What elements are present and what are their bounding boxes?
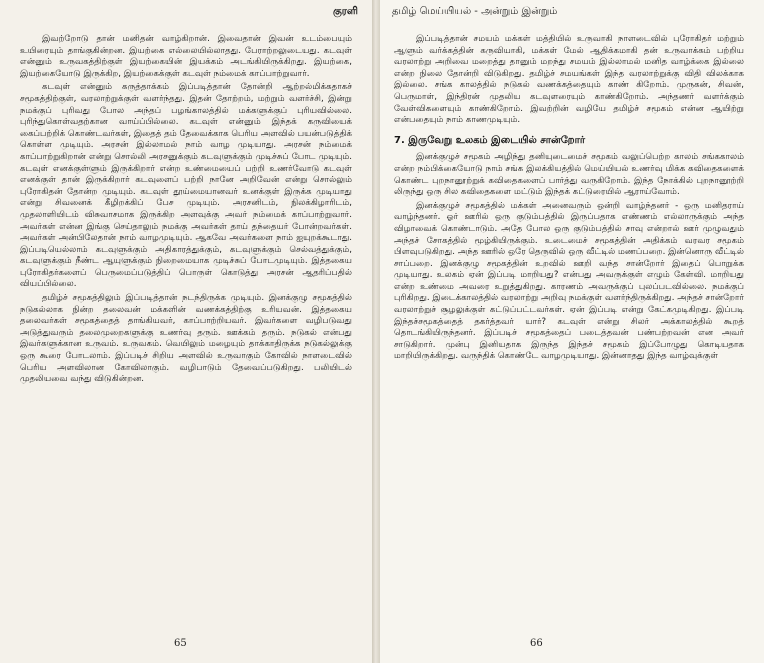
paragraph: கடவுள் என்னும் கருத்தாக்கம் இப்படித்தான் தோன்றி ஆற்றல்மிக்கதாகச் சமூகத்திற்குள், வரலாற்றுக்குள் வளர்ந்தது. இதன் தோற்றம், மற்றும் வளர்ச்சி, இன்று நமக்குப் புரிவது போல அந்தப் பழங்காலத்தில் மக்களுக்குப் புரியவில்லை. புரிந்துகொள்வதற்கான வாய்ப்பில்லை. கடவுள் என்னும் இந்தக் கருவியைக் கைப்பற்றிக் கொண்டவர்கள், இதைத் தம் தேவைக்காக பெரிய அளவில் பயன்படுத்திக் கொள்ள முடியும். அரசன் இல்லாமல் நாம் வாழ முடியாது. அரசன் நம்மைக் காப்பாற்றுகிறான் என்று சொல்லி அரசனுக்கும் கடவுளுக்கும் முடிச்சுப் போட முடியும். கடவுள் எனக்குள்ளும் இருக்கிறார் என்ற உண்மையைப் பற்றி உணர்வோடு கடவுள் எனக்குள் தான் இருக்கிறார் கடவுளைப் பற்றி நானே அறிவேன் என்று சொல்லும் புரோகிதன் தோன்ற முடியும். கடவுள் தூய்மையானவர் உனக்குள் இருக்க முடியாது என்று சிவனைக் கீழிறக்கிப் பேச முடியும். அரசனிடம், நிலக்கிழாரிடம், முதலாளியிடம் விசுவாசமாக இருக்கிற அளவுக்கு அவர் நம்மைக் காப்பாற்றுவார். அவர்கள் என்ன இங்கு செய்தாலும் நமக்கு அவர்கள் தாய் தந்தையர் போன்றவர்கள். அவர்கள் அன்பிலேதான் நாம் வாழமுடியும். ஆகவே அவர்களை நாம் ஐயுறக்கூடாது. இப்படியெல்லாம் கடவுளுக்கும் அதிகாரத்துக்கும், கடவுளுக்கும் செல்வத்துக்கும், கடவுளுக்கும் நீண்ட ஆயுளுக்கும் நிறைமையாக முடிச்சுப் போடமுடியும். இத்தகைய புரோகிதர்களைப் பெருமைப்படுத்திப் பொருள் கொடுத்து அரசன் ஆதரிப்பதில் வியப்பில்லை.	[20, 82, 352, 290]
running-header: தமிழ் மெய்யியல் - அன்றும் இன்றும்	[392, 6, 558, 17]
left-page	[0, 0, 372, 663]
page-number: 65	[174, 638, 187, 649]
page-body	[394, 34, 744, 629]
right-page	[380, 0, 764, 663]
paragraph: தமிழ்ச் சமூகத்திலும் இப்படித்தான் நடந்திருக்க முடியும். இனக்குழு சமூகத்தில் நடுகல்லாக நின்ற தலைவன் மக்களின் வணக்கத்திற்கு உரியவன். இத்தகைய தலைவர்கள் சமூகத்தைத் தாங்கியவர், காப்பாற்றியவர். இவர்களை வழிபடுவது அடுத்துவரும் தலைமுறைகளுக்கு உணர்வு தரும். ஊக்கம் தரும். நடுகல் என்பது இவர்களுக்கான உருவம். உருவகம். வெயிலும் மழையும் தாக்காதிருக்க நடுகல்லுக்கு ஒரு கூரை போடலாம். இப்படிச் சிறிய அளவில் உருவாகும் கோவில் நாளடைவில் பெரிய அளவிலான கோவிலாகும். வழிபாடும் தேவைப்படுகிறது. பலியிடல் முதலியவை வந்து விடுகின்றன.	[20, 293, 352, 385]
book-gutter	[372, 0, 380, 663]
section-heading: 7. இருவேறு உலகம் இடையில் சான்றோர்	[394, 134, 586, 146]
paragraph: இனக்குழுச் சமூகம் அழிந்து தனியுடைமைச் சமூகம் வலுப்பெற்ற காலம் சங்ககாலம் என்ற நம்பிக்கையோடு நாம் சங்க இலக்கியத்தில் மெய்யியல் உணர்வு மிக்க கவிதைகளைக் கொண்ட புறநானூற்றுக் கவிதைகளைப் பார்த்து வருகிறோம். இந்த நோக்கில் புறநானூற்றி லிருந்து ஒரு சில கவிதைகளை மட்டும் இந்தக் கட்டுரையில் ஆராய்வோம்.	[394, 152, 744, 198]
paragraph: இவற்றோடு தான் மனிதன் வாழ்கிறான். இவைதான் இவன் உடம்பையும் உயிரையும் தாங்குகின்றன. இயற்கை எல்லையில்லாதது. பேராற்றலுடையது. கடவுள் என்னும் உருவகத்திற்குள் இயற்கையின் இயக்கம் அடங்கியிருக்கிறது. இயற்கை, இயற்கையோடு இருக்கிற, இயற்கைக்குள் கடவுள் நம்மைக் காப்பாற்றுவார்.	[20, 34, 352, 79]
paragraph: இனக்குழுச் சமூகத்தில் மக்கள் அனைவரும் ஒன்றி வாழ்ந்தனர் - ஒரு மனிதராய் வாழ்ந்தனர். ஓர் ஊரில் ஒரு குடும்பத்தில் இருப்பதாக எண்ணம் எல்லாருக்கும் அந்த விழாவைக் கொண்டாடும். அதே போல ஒரு குடும்பத்தில் சாவு என்றால் ஊர் முழுவதும் அந்தச் சோகத்தில் மூழ்கியிருக்கும். உடைமைச் சமூகத்தின் அதிக்கம் வரவர சமூகம் பிளவுபடுகிறது. அந்த ஊரில் ஒரே தெருவில் ஒரு வீட்டில் மணப்பறை. இன்னொரு வீட்டில் சாப்பறை. இனக்குழு சமூகத்தின் உறவில் ஊறி வந்த சான்றோர் இதைப் பொறுக்க முடியாது. உலகம் ஏன் இப்படி மாறியது? என்பது அவருக்குள் எழும் கேள்வி. மாறியது என்ற உண்மை அவரை உறுத்துகிறது. காரணம் அவருக்குப் புலப்படவில்லை. நமக்குப் புரிகிறது. இடைக்காலத்தில் வரலாற்று அறிவு நமக்குள் வளர்ந்திருக்கிறது. அந்தச் சான்றோர் வரலாற்றுச் சூழலுக்குள் கட்டுப்பட்டவர்கள். ஏன் இப்படி என்று கேட்கமுடிகிறது. இப்படி இந்தச்சமூகத்தைத் தகர்த்தவர் யார்? கடவுள் என்று சிலர் அக்காலத்தில் கூறத் தொடங்கியிருந்தனர். இப்படிச் சமூகத்தைப் படைத்தவன் பண்பற்றவன் என அவர் சாடுகிறார். முன்பு இனியதாக இருந்த இந்தச் சமூகம் இப்போழுது கொடியதாக மாறியிருக்கிறது. வருந்திக் கொண்டே வாழமுடியாது. இன்னாதது இந்த வாழ்வுக்குள்	[394, 200, 744, 362]
page-body	[20, 34, 352, 629]
page-number: 66	[530, 638, 543, 649]
running-header: குரளி	[332, 6, 358, 17]
paragraph: இப்படித்தான் சமயம் மக்கள் மத்தியில் உருவாகி நாளடைவில் புரோகிதர் மற்றும் ஆளும் வர்க்கத்தின் கருவியாகி, மக்கள் மேல் ஆதிக்கமாகி தன் உருவாக்கம் பற்றிய வரலாற்று அறிவை மறைத்து தானும் மறந்து சமயம் இல்லாமல் மனித வாழ்க்கை இல்லை என்ற நிலை தோன்றி விடுகிறது. தமிழ்ச் சமயங்கள் இந்த வரலாற்றுக்கு விதி விலக்காக இல்லை. சங்க காலத்தில் நடுகல் வணக்கத்தையும் காண் கிறோம். முருகன், சிவன், பெருமாள், இந்திரன் முதலிய கடவுளரையும் காண்கிறோம். அந்தணர் வளர்க்கும் வேள்விகளையும் காண்கிறோம். இவற்றின் வழியே தமிழ்ச் சமூகம் என்ன ஆயிற்று என்பதையும் நாம் காணமுடியும்.	[394, 34, 744, 126]
